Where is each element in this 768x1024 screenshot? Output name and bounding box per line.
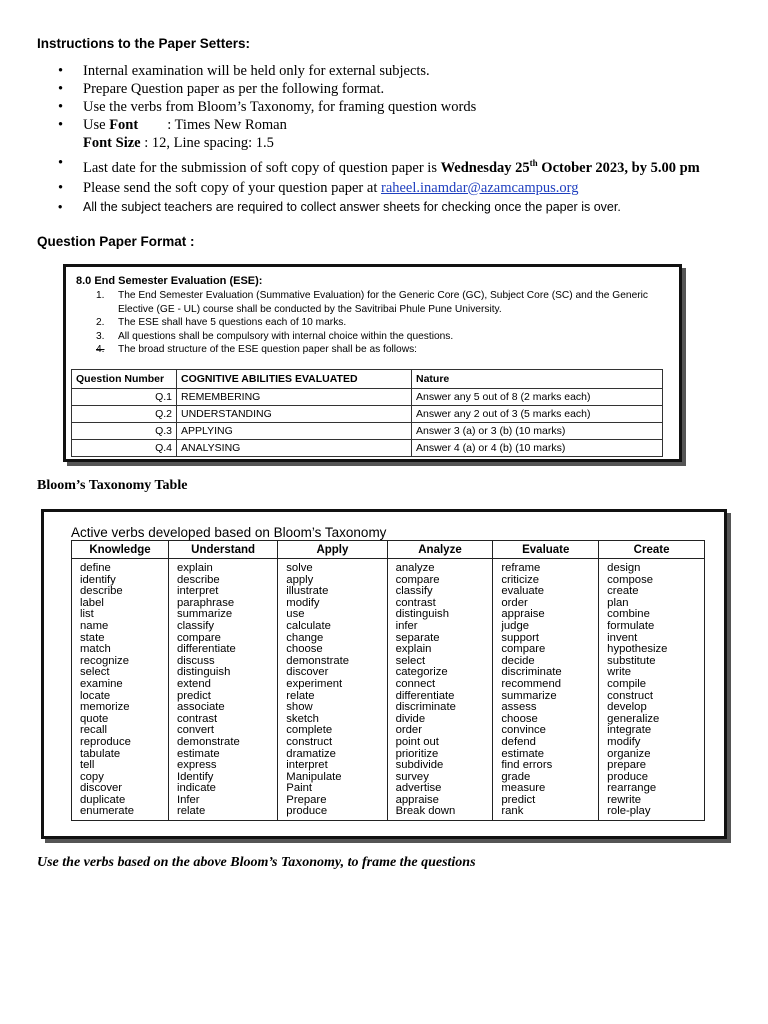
verb-item: sketch [286,712,319,725]
ese-point [76,330,666,344]
verb-item: identify [80,573,116,586]
verb-item: categorize [395,666,448,679]
ese-point-num: 2. [96,317,105,329]
font-value: : Times New Roman [167,117,287,133]
verb-item: quote [80,712,109,725]
verb-item: discriminate [501,666,562,679]
verb-item: predict [176,689,211,702]
verb-item: rearrange [607,782,657,795]
question-number-cell: Q.2 [72,406,177,423]
verb-item: compare [395,573,440,586]
instruction-item-collect [37,198,737,216]
verb-item: Prepare [286,793,327,806]
cognitive-ability-cell: UNDERSTANDING [177,406,412,423]
verb-item: recall [80,724,107,737]
question-number-cell: Q.3 [72,423,177,440]
column-header-evaluate: Evaluate [493,541,599,559]
verb-item: judge [501,619,530,632]
last-date-prefix: Last date for the submission of soft copy of question paper is [83,159,441,176]
column-header: COGNITIVE ABILITIES EVALUATED [177,370,412,389]
verb-item: compile [607,677,647,690]
cognitive-ability-cell: REMEMBERING [177,389,412,406]
verb-item: describe [80,585,123,598]
verb-item: evaluate [501,585,545,598]
verb-item: estimate [176,747,220,760]
question-number-cell: Q.4 [72,440,177,457]
analyze-verbs-cell [387,559,493,821]
table-row [72,423,663,440]
ese-point-text: The End Semester Evaluation (Summative Evaluation) for the Generic Core (GC), Subject Core (SC) and the Generic Elective (GE - UL) course shall be conducted by the Savitribai Phule Pune University. [118,290,648,315]
bullet-icon: • [58,99,64,115]
verb-item: grade [501,770,531,783]
font-label: Font [109,117,139,133]
verb-item: show [286,701,313,714]
verb-item: organize [607,747,651,760]
verb-item: invent [607,631,638,644]
send-prefix: Please send the soft copy of your question paper at [83,179,381,196]
font-size-label: Font Size [83,135,141,151]
verb-item: reproduce [80,735,131,748]
verb-item: measure [501,782,546,795]
bullet-icon: • [58,117,64,133]
verb-item: distinguish [176,666,231,679]
knowledge-verbs-cell [72,559,169,821]
verb-item: produce [286,805,328,818]
verb-item: compare [176,631,221,644]
verb-item: tabulate [80,747,121,760]
bullet-icon: • [58,179,64,196]
verb-item: convert [176,724,215,737]
verb-item: copy [80,770,104,783]
verb-item: relate [286,689,315,702]
verb-item: contrast [395,596,436,609]
ese-points [76,289,666,357]
instruction-font-size [37,134,737,152]
ese-point-text: The ESE shall have 5 questions each of 10 marks. [118,317,347,329]
table-row [72,406,663,423]
ese-point-num: 1. [96,290,105,301]
verb-item: compare [501,643,546,656]
verb-item: differentiate [176,643,236,656]
verb-item: Manipulate [286,770,342,783]
column-header: Nature [412,370,663,389]
instruction-text: Internal examination will be held only for external subjects. [83,63,430,79]
verb-item: Paint [286,782,313,795]
verb-item: decide [501,654,535,667]
create-verbs-cell [599,559,705,821]
nature-cell: Answer any 5 out of 8 (2 marks each) [412,389,663,406]
verb-item: locate [80,689,111,702]
verb-item: label [80,596,104,609]
verb-item: separate [395,631,440,644]
verb-item: complete [286,724,333,737]
verb-item: discover [286,666,329,679]
verb-item: role-play [607,805,651,818]
bullet-icon: • [58,81,64,97]
ese-point [76,316,666,330]
verb-item: select [395,654,426,667]
bullet-icon: • [58,63,64,79]
verb-item: summarize [501,689,557,702]
verb-item: plan [607,596,629,609]
verb-item: contrast [176,712,218,725]
verb-item: integrate [607,724,652,737]
verb-item: dramatize [286,747,336,760]
verb-item: advertise [395,782,442,795]
verb-item: generalize [607,712,660,725]
verb-item: paraphrase [176,596,235,609]
verb-item: Identify [176,770,214,783]
verb-item: select [80,666,110,679]
apply-verbs-cell [278,559,387,821]
verb-item: develop [607,701,647,714]
verb-item: change [286,631,324,644]
column-header-apply: Apply [278,541,387,559]
verb-item: summarize [176,608,233,621]
email-link[interactable]: raheel.inamdar@azamcampus.org [380,179,579,196]
verb-item: produce [607,770,648,783]
bloom-taxonomy-image [41,509,727,839]
verb-item: infer [395,619,418,632]
verb-item: discover [80,782,123,795]
verb-item: associate [176,701,225,714]
verb-item: apply [286,573,314,586]
verb-item: rewrite [607,793,642,806]
verb-item: extend [176,677,211,690]
verb-item: find errors [501,759,553,772]
verb-item: tell [80,759,95,772]
nature-cell: Answer any 2 out of 3 (5 marks each) [412,406,663,423]
instruction-item [37,62,737,80]
bloom-verbs-table [71,540,705,821]
column-header-analyze: Analyze [387,541,493,559]
verb-item: predict [501,793,536,806]
verb-item: demonstrate [286,654,350,667]
ese-title: 8.0 End Semester Evaluation (ESE): [76,275,263,287]
ese-format-image [63,264,682,462]
verb-item: construct [286,735,333,748]
verb-item: enumerate [80,805,135,818]
verb-item: modify [286,596,320,609]
verb-item: define [80,562,111,574]
verb-item: hypothesize [607,643,668,656]
verb-item: duplicate [80,793,126,806]
font-size-value: : 12, Line spacing: 1.5 [140,135,274,151]
verb-item: memorize [80,701,130,714]
verb-item: defend [501,735,536,748]
verb-item: connect [395,677,436,690]
verb-item: design [607,562,641,574]
verb-item: name [80,619,109,632]
verb-item: formulate [607,619,655,632]
last-date-sup: th [529,158,538,168]
verb-item: create [607,585,639,598]
verb-item: construct [607,689,653,702]
bloom-taxonomy-heading: Bloom’s Taxonomy Table [37,478,188,493]
instruction-item [37,98,737,116]
verb-item: order [501,596,528,609]
verb-item: interpret [176,585,219,598]
verb-item: state [80,631,105,644]
verb-item: list [80,608,94,621]
verb-item: differentiate [395,689,455,702]
verb-item: reframe [501,562,541,574]
instructions-list [37,62,737,216]
table-row [72,440,663,457]
cognitive-ability-cell: APPLYING [177,423,412,440]
understand-verbs-cell [168,559,277,821]
verb-item: relate [176,805,206,818]
verb-item: convince [501,724,546,737]
verb-item: choose [286,643,323,656]
footer-note: Use the verbs based on the above Bloom’s Taxonomy, to frame the questions [37,855,476,870]
bullet-icon: • [58,199,63,214]
verb-item: prioritize [395,747,439,760]
verb-item: appraise [395,793,439,806]
question-paper-format-heading: Question Paper Format : [37,234,195,249]
instruction-text: Prepare Question paper as per the following format. [83,81,385,97]
column-header-create: Create [599,541,705,559]
verb-item: estimate [501,747,545,760]
verb-item: illustrate [286,585,329,598]
verb-item: classify [176,619,215,632]
verb-item: match [80,643,111,656]
verb-item: survey [395,770,429,783]
ese-point-num: 3. [96,330,105,342]
cognitive-ability-cell: ANALYSING [177,440,412,457]
question-number-cell: Q.1 [72,389,177,406]
table-header-row [72,541,705,559]
collect-text: All the subject teachers are required to collect answer sheets for checking once the paper is over. [83,199,621,214]
instructions-heading: Instructions to the Paper Setters: [37,36,251,51]
verb-item: calculate [286,619,331,632]
evaluate-verbs-cell [493,559,599,821]
verb-item: interpret [286,759,328,772]
column-header-knowledge: Knowledge [72,541,169,559]
verb-item: subdivide [395,759,444,772]
last-date-bold-b: October 2023, by 5.00 pm [537,159,700,176]
verb-item: modify [607,735,641,748]
ese-point-num: 4. [96,344,105,356]
verb-item: describe [176,573,220,586]
nature-cell: Answer 4 (a) or 4 (b) (10 marks) [412,440,663,457]
font-spacer [138,117,167,133]
instruction-item-send [37,179,737,197]
table-header-row [72,370,663,389]
table-row [72,559,705,821]
instruction-item-font [37,116,737,134]
verb-item: recommend [501,677,562,690]
font-prefix: Use [83,117,110,133]
verb-item: Break down [395,805,456,818]
verb-item: compose [607,573,653,586]
verb-item: discriminate [395,701,456,714]
verb-item: solve [286,562,313,574]
verb-item: assess [501,701,537,714]
verb-item: explain [176,562,213,574]
verb-item: demonstrate [176,735,240,748]
verb-item: explain [395,643,432,656]
verb-item: discuss [176,654,215,667]
verb-item: criticize [501,573,540,586]
verb-item: write [607,666,632,679]
bloom-caption: Active verbs developed based on Bloom’s Taxonomy [71,525,387,540]
ese-point [76,343,666,357]
column-header-understand: Understand [168,541,277,559]
verb-item: rank [501,805,524,818]
verb-item: choose [501,712,538,725]
verb-item: substitute [607,654,656,667]
verb-item: examine [80,677,123,690]
verb-item: distinguish [395,608,449,621]
last-date-bold-a: Wednesday 25 [440,159,530,176]
nature-cell: Answer 3 (a) or 3 (b) (10 marks) [412,423,663,440]
bullet-icon: • [58,155,64,171]
verb-item: indicate [176,782,216,795]
instruction-item [37,80,737,98]
ese-point-text: The broad structure of the ESE question paper shall be as follows: [118,344,418,356]
verb-item: support [501,631,540,644]
verb-item: appraise [501,608,545,621]
verb-item: analyze [395,562,435,574]
verb-item: experiment [286,677,343,690]
instruction-text: Use the verbs from Bloom’s Taxonomy, for framing question words [83,99,477,115]
ese-structure-table [71,369,663,457]
instruction-item-last-date [37,154,737,177]
verb-item: Infer [176,793,200,806]
verb-item: prepare [607,759,647,772]
verb-item: divide [395,712,426,725]
verb-item: use [286,608,305,621]
verb-item: classify [395,585,433,598]
verb-item: point out [395,735,439,748]
verb-item: express [176,759,217,772]
table-row [72,389,663,406]
column-header: Question Number [72,370,177,389]
verb-item: recognize [80,654,129,667]
ese-point-text: All questions shall be compulsory with internal choice within the questions. [118,330,454,342]
verb-item: order [395,724,422,737]
verb-item: combine [607,608,650,621]
ese-point [76,289,666,316]
